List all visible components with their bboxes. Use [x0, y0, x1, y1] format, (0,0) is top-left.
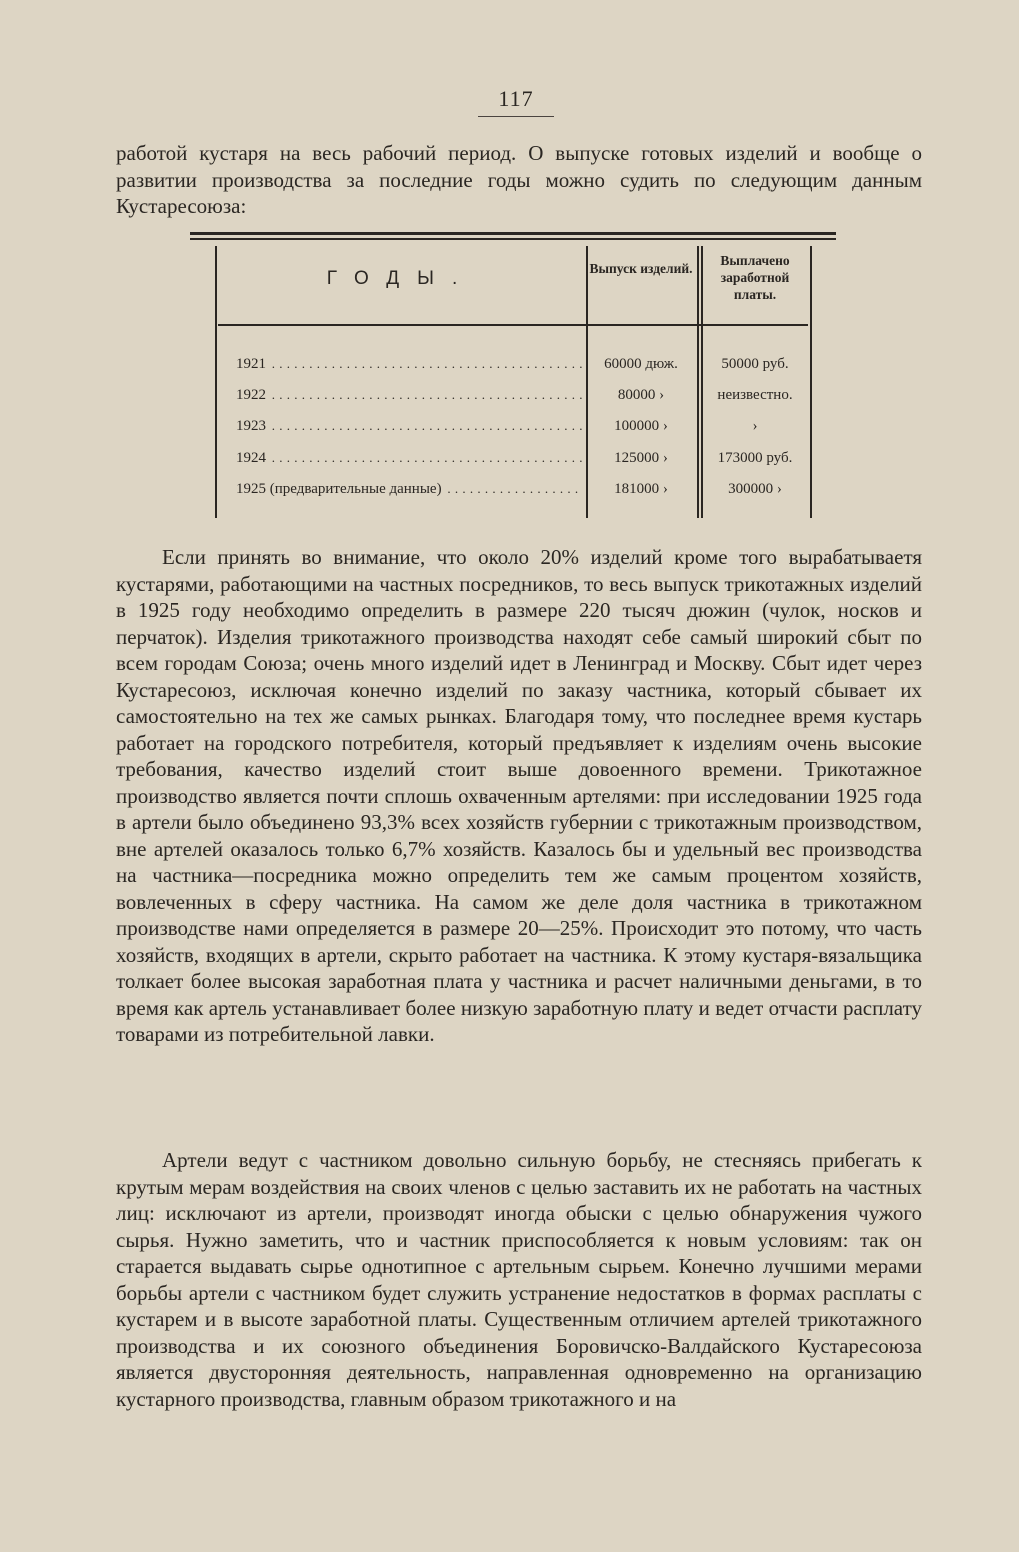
table-row	[190, 450, 836, 480]
row-wages: 173000 руб.	[717, 450, 793, 466]
production-table	[190, 232, 836, 518]
table-row	[190, 356, 836, 386]
row-wages: ›	[752, 418, 758, 434]
body-paragraph: Артели ведут с частником довольно сильную борьбу, не стесняясь прибегать к крутым мерам воздействия на своих членов с целью заставить их не работать на частных лиц: исключают из артели, производят иногда обыски с целью обнаружения чужого сырья. Нужно заметить, что и частник приспособляется к новым условиям: так он старается выдавать сырье однотипное с артельным сырьем. Конечно лучшими мерами борьбы артели с частником будет служить устранение недостатков в формах расплаты с кустарем и в высоте заработной платы. Существенным отличием артелей трикотажного производства и их союзного объединения Боровичско-Валдайского Кустаресоюза является двусторонняя деятельность, направленная одновременно на организацию кустарного производства, главным образом трикотажного и на	[116, 1148, 922, 1411]
row-output: 181000 ›	[614, 481, 668, 497]
intro-paragraph: работой кустаря на весь рабочий период. О выпуске готовых изделий и вообще о развитии производства за последние годы можно судить по следующим данным Кустаресоюза:	[116, 141, 922, 218]
page-number: 117	[498, 86, 534, 111]
row-year: 1923	[236, 418, 266, 434]
table-row	[190, 418, 836, 448]
row-output: 80000 ›	[617, 387, 665, 403]
row-output: 125000 ›	[614, 450, 668, 466]
page-number-underline	[478, 116, 554, 117]
row-year: 1921	[236, 356, 266, 372]
row-output: 100000 ›	[614, 418, 668, 434]
row-year: 1925 (предварительные данные)	[236, 481, 442, 497]
table-top-rule-thin	[190, 238, 836, 240]
row-wages: 50000 руб.	[721, 356, 789, 372]
body-paragraph: Если принять во внимание, что около 20% изделий кроме того вырабатываетя кустарями, работающими на частных посредников, то весь выпуск трикотажных изделий в 1925 году необходимо определить в размере 220 тысяч дюжин (чулок, носков и перчаток). Изделия трикотажного производства находят себе самый широкий сбыт по всем городам Союза; очень много изделий идет в Ленинград и Москву. Сбыт идет через Кустаресоюз, исключая конечно изделий по заказу частника, который сбывает их самостоятельно на тех же самых рынках. Благодаря тому, что последнее время кустарь работает на городского потребителя, который предъявляет к изделиям очень высокие требования, качество изделий стоит выше довоенного времени. Трикотажное производство является почти сплошь охваченным артелями: при исследовании 1925 года в артели было объединено 93,3% всех хозяйств губернии с трикотажным производством, вне артелей оказалось только 6,7% хозяйств. Казалось бы и удельный вес производства на частника—посредника можно определить тем же самым процентом хозяйств, вовлеченных в сферу частника. На самом же деле доля частника в трикотажном производстве нами определяется в размере 20—25%. Происходит это потому, что часть хозяйств, входящих в артели, скрыто работает на частника. К этому кустаря-вязальщика толкает более высокая заработная плата у частника и расчет наличными деньгами, в то время как артель устанавливает более низкую заработную плату и ведет отчасти расплату товарами из потребительной лавки.	[116, 545, 922, 1046]
header-years: ГОДЫ.	[326, 268, 476, 289]
header-output: Выпуск изделий.	[589, 261, 693, 276]
header-rule	[218, 324, 808, 326]
table-row	[190, 481, 836, 511]
row-wages: неизвестно.	[717, 387, 793, 403]
row-output: 60000 дюж.	[604, 356, 678, 372]
table-row	[190, 387, 836, 417]
row-year: 1924	[236, 450, 266, 466]
header-wages: Выплачено заработной платы.	[720, 253, 790, 302]
row-wages: 300000 ›	[728, 481, 782, 497]
table-top-rule	[190, 232, 836, 235]
row-year: 1922	[236, 387, 266, 403]
